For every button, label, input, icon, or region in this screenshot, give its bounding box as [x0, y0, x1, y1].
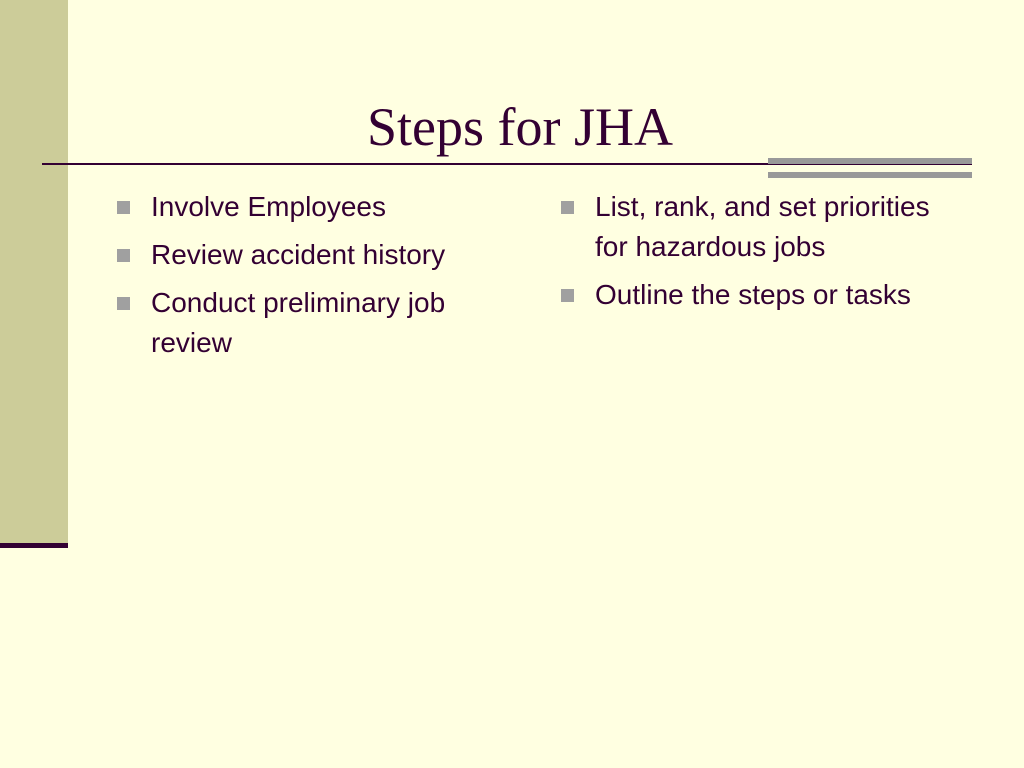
bullet-text: Conduct preliminary job review — [151, 287, 446, 358]
square-bullet-icon — [561, 289, 574, 302]
bullet-text: Outline the steps or tasks — [595, 279, 911, 310]
bullet-text: Review accident history — [151, 239, 446, 270]
bullet-text: List, rank, and set priorities for hazardous jobs — [595, 191, 930, 262]
list-item — [114, 283, 524, 363]
list-item — [114, 187, 524, 227]
square-bullet-icon — [117, 249, 130, 262]
accent-bar-top — [768, 158, 972, 164]
right-bullet-list — [558, 187, 968, 323]
square-bullet-icon — [117, 297, 130, 310]
slide-title: Steps for JHA — [367, 97, 673, 157]
list-item — [114, 235, 524, 275]
bullet-text: Involve Employees — [151, 191, 387, 222]
left-bar-underline — [0, 543, 68, 548]
list-item — [558, 187, 968, 267]
accent-bar-bottom — [768, 172, 972, 178]
left-bullet-list — [114, 187, 524, 371]
square-bullet-icon — [117, 201, 130, 214]
list-item — [558, 275, 968, 315]
left-decorative-bar — [0, 0, 68, 545]
square-bullet-icon — [561, 201, 574, 214]
